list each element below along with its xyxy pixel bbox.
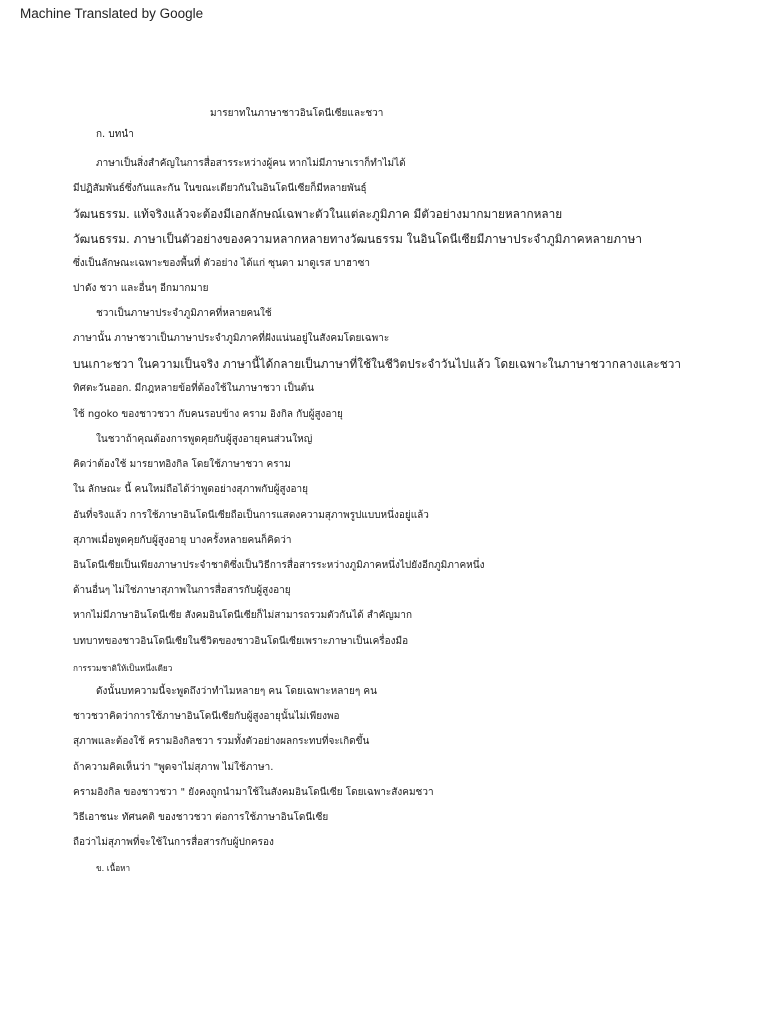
paragraph-line: ครามอิงกิล ของชาวชวา " ยังคงถูกนำมาใช้ในสังคมอินโดนีเซีย โดยเฉพาะสังคมชวา xyxy=(73,787,434,798)
paragraph-line: ชาวชวาคิดว่าการใช้ภาษาอินโดนีเซียกับผู้สูงอายุนั้นไม่เพียงพอ xyxy=(73,711,340,722)
paragraph-line: อินโดนีเซียเป็นเพียงภาษาประจำชาติซึ่งเป็นวิธีการสื่อสารระหว่างภูมิภาคหนึ่งไปยังอีกภูมิภาคหนึ่ง xyxy=(73,560,485,571)
paragraph-line: สุภาพและต้องใช้ ครามอิงกิลชวา รวมทั้งตัวอย่างผลกระทบที่จะเกิดขึ้น xyxy=(73,736,370,747)
paragraph-line: ถ้าความคิดเห็นว่า "พูดจาไม่สุภาพ ไม่ใช้ภาษา. xyxy=(73,762,274,773)
section-heading-content: ข. เนื้อหา xyxy=(96,863,131,873)
paragraph-line: ใน ลักษณะ นี้ คนใหม่ถือได้ว่าพูดอย่างสุภาพกับผู้สูงอายุ xyxy=(73,484,308,495)
machine-translation-note: Machine Translated by Google xyxy=(20,6,204,21)
paragraph-line: ภาษาเป็นสิ่งสำคัญในการสื่อสารระหว่างผู้คน หากไม่มีภาษาเราก็ทำไม่ได้ xyxy=(96,158,406,169)
paragraph-line: วิธีเอาชนะ ทัศนคติ ของชาวชวา ต่อการใช้ภาษาอินโดนีเซีย xyxy=(73,812,329,823)
paragraph-line: หากไม่มีภาษาอินโดนีเซีย สังคมอินโดนีเซียก็ไม่สามารถรวมตัวกันได้ สำคัญมาก xyxy=(73,610,413,621)
paragraph-line: ถือว่าไม่สุภาพที่จะใช้ในการสื่อสารกับผู้ปกครอง xyxy=(73,837,274,848)
section-heading-introduction: ก. บทนำ xyxy=(96,129,134,140)
paragraph-line: มีปฏิสัมพันธ์ซึ่งกันและกัน ในขณะเดียวกันในอินโดนีเซียก็มีหลายพันธุ์ xyxy=(73,183,367,194)
paragraph-line: สุภาพเมื่อพูดคุยกับผู้สูงอายุ บางครั้งหลายคนก็คิดว่า xyxy=(73,535,292,546)
paragraph-line: ด้านอื่นๆ ไม่ใช่ภาษาสุภาพในการสื่อสารกับผู้สูงอายุ xyxy=(73,585,291,596)
paragraph-line: วัฒนธรรม. ภาษาเป็นตัวอย่างของความหลากหลายทางวัฒนธรรม ในอินโดนีเซียมีภาษาประจำภูมิภาคหลายภาษา xyxy=(73,232,643,246)
paragraph-line: ปาดัง ชวา และอื่นๆ อีกมากมาย xyxy=(73,283,209,294)
document-title: มารยาทในภาษาชาวอินโดนีเซียและชวา xyxy=(210,108,384,119)
paragraph-line: คิดว่าต้องใช้ มารยาทอิงกิล โดยใช้ภาษาชวา คราม xyxy=(73,459,291,470)
paragraph-line: วัฒนธรรม. แท้จริงแล้วจะต้องมีเอกลักษณ์เฉพาะตัวในแต่ละภูมิภาค มีตัวอย่างมากมายหลากหลาย xyxy=(73,207,563,221)
paragraph-line: การรวมชาติให้เป็นหนึ่งเดียว xyxy=(73,663,173,673)
paragraph-line: ใช้ ngoko ของชาวชวา กับคนรอบข้าง คราม อิงกิล กับผู้สูงอายุ xyxy=(73,409,343,420)
paragraph-line: ชวาเป็นภาษาประจำภูมิภาคที่หลายคนใช้ xyxy=(96,308,272,319)
paragraph-line: บนเกาะชวา ในความเป็นจริง ภาษานี้ได้กลายเป็นภาษาที่ใช้ในชีวิตประจำวันไปแล้ว โดยเฉพาะในภาษาชวากลางและชวา xyxy=(73,357,681,371)
paragraph-line: ในชวาถ้าคุณต้องการพูดคุยกับผู้สูงอายุคนส่วนใหญ่ xyxy=(96,434,313,445)
paragraph-line: ซึ่งเป็นลักษณะเฉพาะของพื้นที่ ตัวอย่าง ได้แก่ ซุนดา มาดูเรส บาฮาซา xyxy=(73,258,371,269)
paragraph-line: ทิศตะวันออก. มีกฎหลายข้อที่ต้องใช้ในภาษาชวา เป็นต้น xyxy=(73,383,314,394)
paragraph-line: ภาษานั้น ภาษาชวาเป็นภาษาประจำภูมิภาคที่ฝังแน่นอยู่ในสังคมโดยเฉพาะ xyxy=(73,333,390,344)
paragraph-line: อันที่จริงแล้ว การใช้ภาษาอินโดนีเซียถือเป็นการแสดงความสุภาพรูปแบบหนึ่งอยู่แล้ว xyxy=(73,510,429,521)
paragraph-line: บทบาทของชาวอินโดนีเซียในชีวิตของชาวอินโดนีเซียเพราะภาษาเป็นเครื่องมือ xyxy=(73,636,409,647)
paragraph-line: ดังนั้นบทความนี้จะพูดถึงว่าทำไมหลายๆ คน โดยเฉพาะหลายๆ คน xyxy=(96,686,377,697)
